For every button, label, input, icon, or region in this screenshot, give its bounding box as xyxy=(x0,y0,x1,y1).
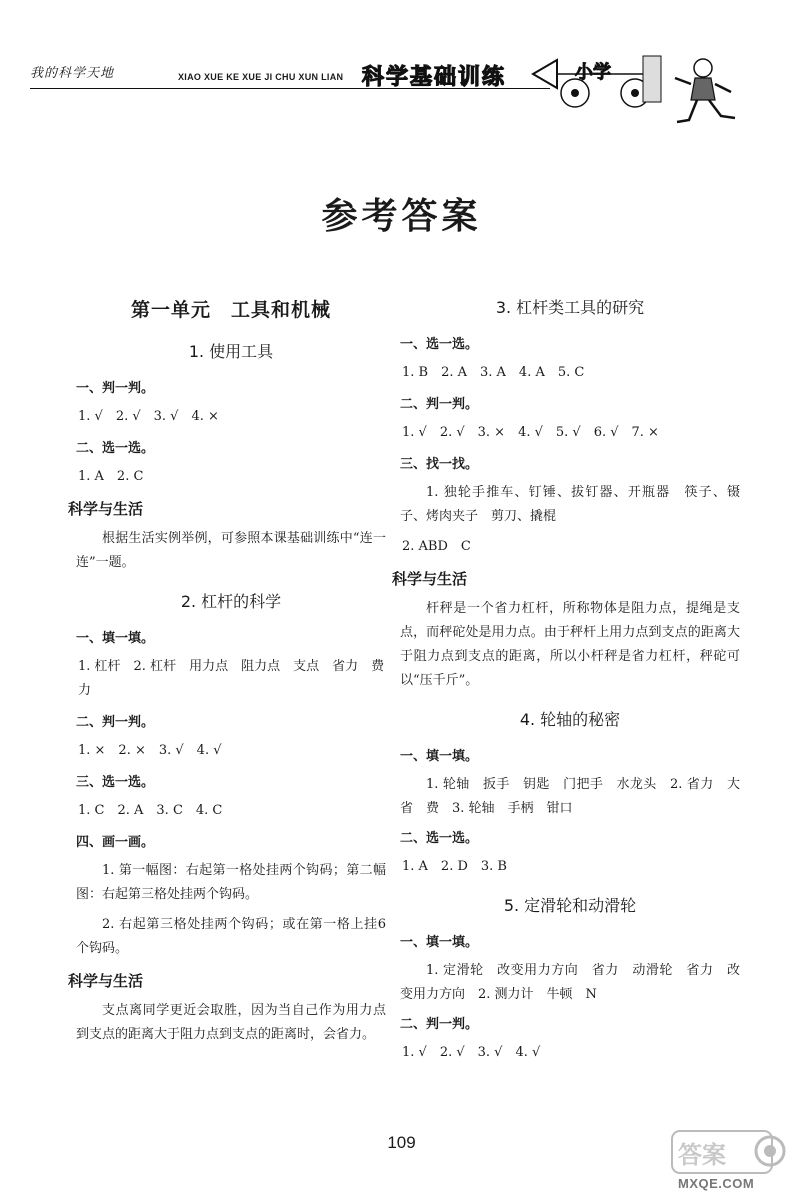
answer-text: 1. B 2. A 3. A 4. A 5. C xyxy=(402,365,585,380)
answer-text: 1. 独轮手推车、钉锤、拔钉器、开瓶器 筷子、镊子、烤肉夹子 剪刀、撬棍 xyxy=(400,485,740,524)
section-title: 二、选一选。 xyxy=(400,831,479,846)
left-column xyxy=(68,295,386,1053)
section-title: 三、选一选。 xyxy=(76,775,155,790)
page-number: 109 xyxy=(387,1133,416,1152)
section-title: 二、选一选。 xyxy=(76,441,155,456)
science-life-heading: 科学与生活 xyxy=(68,972,144,990)
answer-text: 1. √ 2. √ 3. √ 4. √ xyxy=(402,1045,541,1060)
header-decoration-icon xyxy=(525,48,755,138)
lesson-title: 3. 杠杆类工具的研究 xyxy=(495,298,645,317)
unit-title: 第一单元 工具和机械 xyxy=(130,299,331,321)
section-title: 一、判一判。 xyxy=(76,381,155,396)
answer-text: 2. 右起第三格处挂两个钩码；或在第一格上挂6个钩码。 xyxy=(76,917,386,956)
science-life-heading: 科学与生活 xyxy=(392,570,468,588)
svg-text:答案: 答案 xyxy=(678,1141,726,1169)
watermark-site: MXQE.COM xyxy=(678,1176,755,1191)
answer-text: 1. √ 2. √ 3. × 4. √ 5. √ 6. √ 7. × xyxy=(402,425,659,440)
section-title: 四、画一画。 xyxy=(76,835,155,850)
right-column xyxy=(392,295,754,1073)
header-script-text: 我的科学天地 xyxy=(30,66,115,81)
section-title: 二、判一判。 xyxy=(76,715,155,730)
answer-text: 1. 定滑轮 改变用力方向 省力 动滑轮 省力 改变用力方向 2. 测力计 牛顿 N xyxy=(400,963,740,1002)
series-title: 科学基础训练 xyxy=(362,64,507,90)
page-header xyxy=(0,0,803,140)
science-life-text: 杆秤是一个省力杠杆，所称物体是阻力点，提绳是支点，而秤砣处是用力点。由于秤杆上用力点到支点的距离大于阻力点到支点的距离，所以小杆秤是省力杠杆，秤砣可以“压千斤”。 xyxy=(400,601,740,688)
answer-text: 1. 第一幅图：右起第一格处挂两个钩码；第二幅图：右起第三格处挂两个钩码。 xyxy=(76,863,386,902)
section-title: 三、找一找。 xyxy=(400,457,479,472)
section-title: 一、填一填。 xyxy=(76,631,155,646)
answer-text: 1. 杠杆 2. 杠杆 用力点 阻力点 支点 省力 费力 xyxy=(78,659,385,698)
answer-text: 1. √ 2. √ 3. √ 4. × xyxy=(78,409,219,424)
page-title: 参考答案 xyxy=(321,195,482,237)
section-title: 二、判一判。 xyxy=(400,397,479,412)
answer-text: 1. × 2. × 3. √ 4. √ xyxy=(78,743,222,758)
answer-text: 1. 轮轴 扳手 钥匙 门把手 水龙头 2. 省力 大 省 费 3. 轮轴 手柄 钳口 xyxy=(400,777,754,816)
science-life-heading: 科学与生活 xyxy=(68,500,144,518)
answer-text: 2. ABD C xyxy=(402,539,471,554)
lesson-title: 5. 定滑轮和动滑轮 xyxy=(503,896,637,915)
answer-text: 1. C 2. A 3. C 4. C xyxy=(78,803,223,818)
science-life-text: 支点离同学更近会取胜，因为当自己作为用力点到支点的距离大于阻力点到支点的距离时，会省力。 xyxy=(76,1003,386,1042)
science-life-text: 根据生活实例举例，可参照本课基础训练中“连一连”一题。 xyxy=(76,531,386,570)
section-title: 一、选一选。 xyxy=(400,337,479,352)
answer-text: 1. A 2. C xyxy=(78,469,144,484)
answer-text: 1. A 2. D 3. B xyxy=(402,859,507,874)
lesson-title: 4. 轮轴的秘密 xyxy=(519,710,621,729)
header-pinyin: XIAO XUE KE XUE JI CHU XUN LIAN xyxy=(178,72,344,82)
section-title: 一、填一填。 xyxy=(400,749,479,764)
lesson-title: 2. 杠杆的科学 xyxy=(180,592,282,611)
section-title: 二、判一判。 xyxy=(400,1017,479,1032)
grade-label: 小学 xyxy=(575,62,611,83)
section-title: 一、填一填。 xyxy=(400,935,479,950)
lesson-title: 1. 使用工具 xyxy=(188,342,274,361)
